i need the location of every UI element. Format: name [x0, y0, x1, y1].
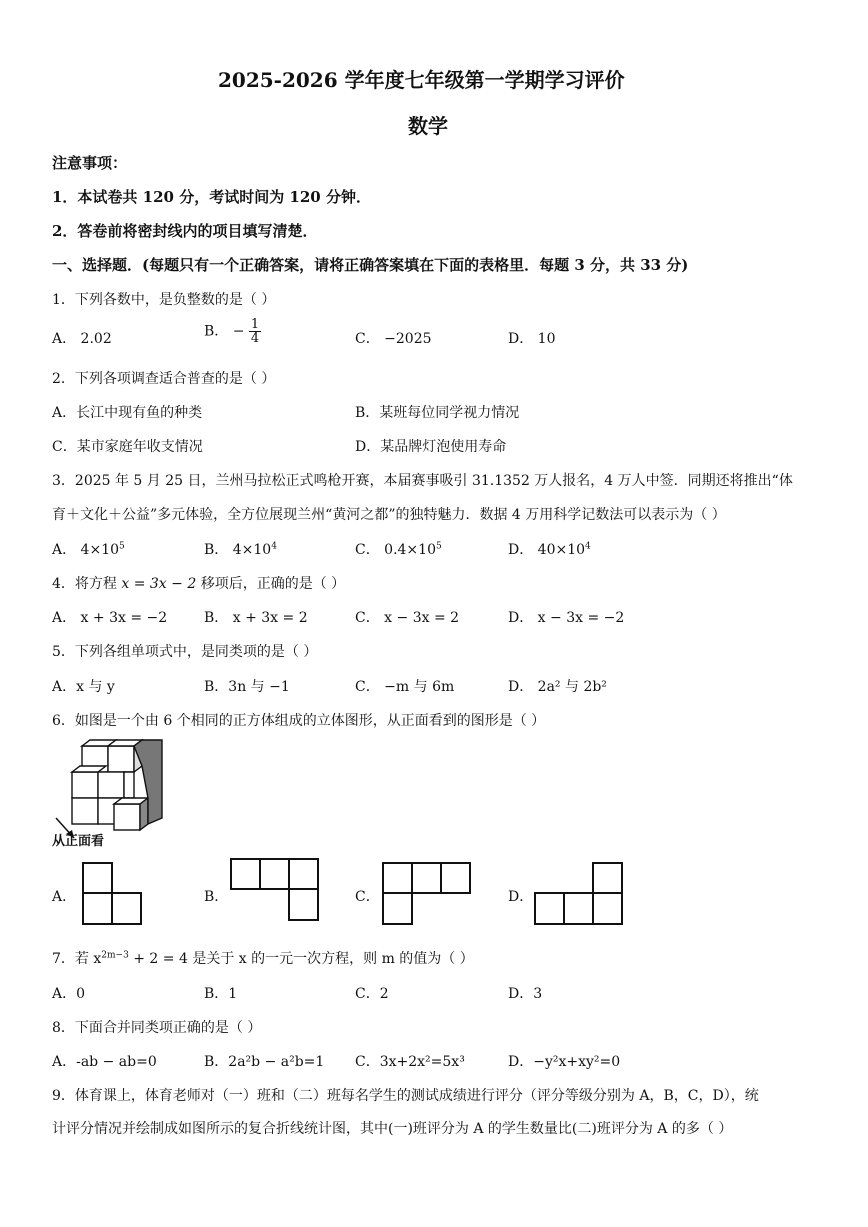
q8-stem: 8．下面合并同类项正确的是（ ）: [52, 1020, 262, 1036]
q6-option-a-label: A．: [52, 889, 77, 905]
q2-option-c: C．某市家庭年收支情况: [52, 439, 203, 455]
q3-a-base: A． 4×10: [52, 542, 120, 558]
q7-stem-pre: 7．若 x: [52, 951, 102, 967]
q7-option-b: B．1: [204, 986, 238, 1002]
q9-stem-line2: 计评分情况并绘制成如图所示的复合折线统计图，其中(一)班评分为 A 的学生数量比(二)班评分为 A 的多（ ）: [52, 1121, 733, 1137]
q8-option-a: A．-ab − ab=0: [52, 1054, 157, 1070]
q8-option-c: C．3x+2x²=5x³: [355, 1054, 465, 1070]
q3-b-base: B． 4×10: [204, 542, 272, 558]
q4-stem-pre: 4．将方程: [52, 576, 117, 592]
q3-option-a: [52, 539, 125, 559]
q2-option-b: B．某班每位同学视力情况: [355, 405, 520, 421]
q4-stem: [52, 573, 345, 593]
q6-stem: 6．如图是一个由 6 个相同的正方体组成的立体图形，从正面看到的图形是（ ）: [52, 713, 546, 729]
q6-view-caption: 从正面看: [52, 834, 105, 849]
note-item-2: 2．答卷前将密封线内的项目填写清楚．: [52, 222, 318, 240]
q3-option-d: [508, 539, 591, 559]
q6-option-c-shape: [382, 862, 474, 926]
q3-stem-line2: 育＋文化＋公益”多元体验，全方位展现兰州“黄河之都”的独特魅力．数据 4 万用科学记数法可以表示为（ ）: [52, 507, 726, 523]
q4-option-d: D． x − 3x = −2: [508, 610, 625, 626]
q2-option-d: D．某品牌灯泡使用寿命: [355, 439, 507, 455]
q6-option-d-label: D．: [508, 889, 534, 905]
q1-option-a: A． 2.02: [52, 331, 112, 347]
q4-option-b: B． x + 3x = 2: [204, 610, 308, 626]
q3-option-c: [355, 539, 442, 559]
q8-option-d: D．−y²x+xy²=0: [508, 1054, 621, 1070]
q5-option-b: B．3n 与 −1: [204, 679, 290, 695]
q1-stem: 1．下列各数中，是负整数的是（ ）: [52, 292, 276, 308]
q6-option-b-label: B．: [204, 889, 229, 905]
q7-option-c: C．2: [355, 986, 389, 1002]
q6-option-b-shape: [230, 858, 322, 922]
q5-option-a: A．x 与 y: [52, 679, 115, 695]
q4-stem-equation: x = 3x − 2: [121, 576, 197, 592]
q4-stem-post: 移项后，正确的是（ ）: [200, 576, 346, 592]
q1-fraction-den: 4: [250, 331, 260, 346]
q7-exponent: 2m−3: [101, 950, 129, 961]
q7-stem: [52, 948, 474, 968]
q1-option-b: [204, 318, 261, 345]
q7-stem-mid: + 2 = 4 是关于 x 的一元一次方程，则 m 的值为（ ）: [128, 951, 474, 967]
q3-d-base: D． 40×10: [508, 542, 586, 558]
q9-stem-line1: 9．体育课上，体育老师对（一）班和（二）班每名学生的测试成绩进行评分（评分等级分别为 A，B，C，D），统: [52, 1088, 759, 1104]
q5-stem: 5．下列各组单项式中，是同类项的是（ ）: [52, 644, 318, 660]
q5-option-d: D． 2a² 与 2b²: [508, 679, 607, 695]
q6-option-d-shape: [534, 862, 626, 926]
q3-stem-line1: 3．2025 年 5 月 25 日，兰州马拉松正式鸣枪开赛，本届赛事吸引 31.1352 万人报名，4 万人中签．同期还将推出“体: [52, 473, 793, 489]
q7-option-d: D．3: [508, 986, 543, 1002]
q3-b-exp: 4: [271, 541, 277, 552]
q1-option-c: C． −2025: [355, 331, 432, 347]
q4-option-c: C． x − 3x = 2: [355, 610, 460, 626]
q3-c-exp: 5: [435, 541, 442, 552]
q6-option-c-label: C．: [355, 889, 380, 905]
q8-option-b: B．2a²b − a²b=1: [204, 1054, 325, 1070]
q4-option-a: A． x + 3x = −2: [52, 610, 168, 626]
q3-option-b: [204, 539, 277, 559]
q3-d-exp: 4: [585, 541, 591, 552]
note-item-1: 1．本试卷共 120 分，考试时间为 120 分钟．: [52, 188, 371, 206]
q1-option-d: D． 10: [508, 331, 556, 347]
q2-option-a: A．长江中现有鱼的种类: [52, 405, 203, 421]
q5-option-c: C． −m 与 6m: [355, 679, 455, 695]
q7-option-a: A．0: [52, 986, 86, 1002]
section-heading: 一、选择题．(每题只有一个正确答案，请将正确答案填在下面的表格里．每题 3 分，共 33 分): [52, 256, 689, 274]
q6-option-a-shape: [82, 862, 144, 926]
q2-stem: 2．下列各项调查适合普查的是（ ）: [52, 371, 276, 387]
q3-c-base: C． 0.4×10: [355, 542, 436, 558]
subject-title: 数学: [408, 114, 448, 138]
q1-option-b-prefix: B． −: [204, 323, 245, 340]
q3-a-exp: 5: [119, 541, 125, 552]
q1-fraction: [249, 318, 261, 345]
notes-heading: 注意事项：: [52, 154, 128, 172]
q1-fraction-num: 1: [250, 317, 260, 332]
exam-title: 2025-2026 学年度七年级第一学期学习评价: [218, 68, 625, 92]
